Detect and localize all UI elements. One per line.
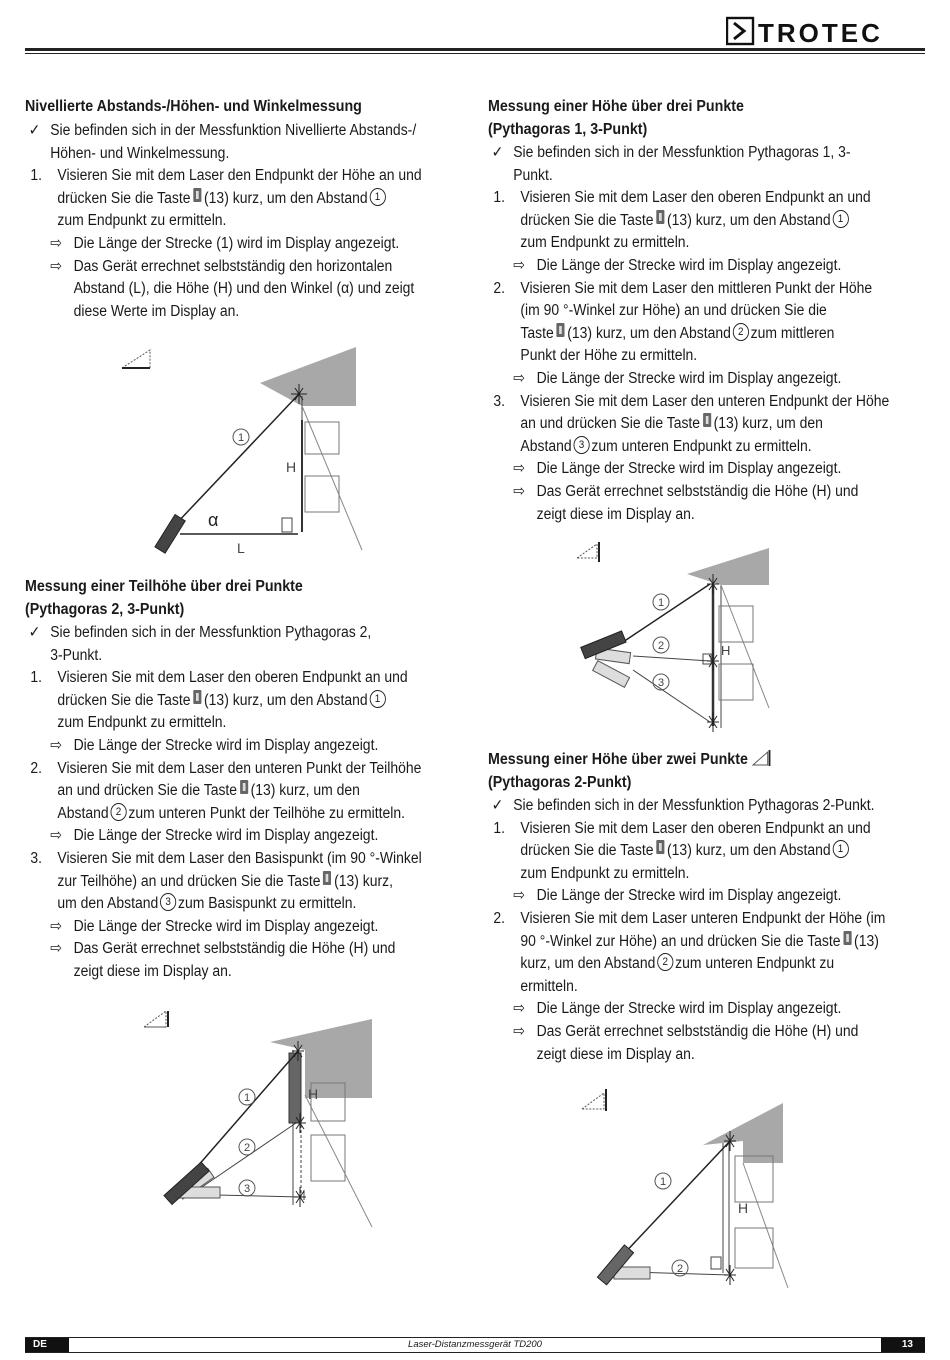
section-body-nivelliert: ✓ Sie befinden sich in der Messfunktion Nivellierte Abstands-/ Höhen- und Winkelmessung. 1. Visieren Sie mit dem Laser den Endpunkt der Höhe an und drücken Sie die Taste (13) kurz, um den Abstand 1 zum Endpunkt zu ermitteln. ⇨ Die Länge der Strecke (1) wird im Display angezeigt. ⇨ Das Gerät errechnet selbstständig den horizontalen Abstand (L), die Höhe (H) und den Winkel (α) und zeigt diese Werte im Display an. bbox=[25, 120, 475, 323]
diagram-nivelliert bbox=[120, 340, 370, 560]
svg-text:2: 2 bbox=[243, 1142, 251, 1154]
arrow-icon: ⇨ bbox=[513, 1022, 525, 1040]
measure-key-icon bbox=[656, 840, 664, 854]
svg-text:H: H bbox=[738, 1200, 749, 1216]
arrow-icon: ⇨ bbox=[50, 827, 62, 845]
mode-icon-triangle bbox=[144, 1011, 168, 1027]
section-title-teilhoehe: Messung einer Teilhöhe über drei Punkte (Pythagoras 2, 3-Punkt) bbox=[25, 578, 303, 618]
footer-language: DE bbox=[25, 1338, 69, 1352]
mode-icon-triangle bbox=[122, 350, 150, 368]
circled-number: 2 bbox=[110, 803, 126, 821]
circled-number: 1 bbox=[369, 690, 385, 708]
check-icon: ✓ bbox=[491, 797, 504, 814]
measure-key-icon bbox=[703, 413, 711, 427]
arrow-icon: ⇨ bbox=[50, 234, 62, 252]
mode-icon-triangle bbox=[582, 1089, 606, 1111]
circled-number: 1 bbox=[369, 188, 385, 206]
svg-text:3: 3 bbox=[657, 677, 665, 689]
roof-shape bbox=[270, 1019, 372, 1098]
svg-text:α: α bbox=[208, 510, 219, 530]
svg-text:TROTEC: TROTEC bbox=[758, 18, 883, 46]
arrow-icon: ⇨ bbox=[513, 460, 525, 478]
header-rule-thin bbox=[25, 53, 925, 54]
arrow-icon: ⇨ bbox=[50, 917, 62, 935]
laser-device bbox=[581, 631, 631, 687]
check-icon: ✓ bbox=[28, 624, 41, 641]
roof-shape bbox=[687, 548, 769, 585]
circled-number: 2 bbox=[657, 953, 673, 971]
measure-key-icon bbox=[656, 210, 664, 224]
svg-text:1: 1 bbox=[657, 597, 665, 609]
laser-device bbox=[597, 1245, 650, 1285]
section-body-teilhoehe: ✓ Sie befinden sich in der Messfunktion Pythagoras 2, 3-Punkt. 1. Visieren Sie mit dem Laser den oberen Endpunkt an und drücken Sie die Taste (13) kurz, um den Abstand 1 zum Endpunkt zu ermitteln. ⇨ Die Länge der Strecke wird im Display angezeigt. 2. Visieren Sie mit dem Laser den unteren Punkt der Teilhöhe an und drücken Sie die Taste (13) kurz, um den Abstand 2 zum unteren Punkt der Teilhöhe zu ermitteln. ⇨ Die Länge der Strecke wird im Display angezeigt. 3. Visieren Sie mit dem Laser den Basispunkt (im 90 °-Winkel zur Teilhöhe) an und drücken Sie die Taste (13) kurz, um den Abstand 3 zum Basispunkt zu ermitteln. ⇨ Die Länge der Strecke wird im Display angezeigt. ⇨ Das Gerät errechnet selbstständig die Höhe (H) und zeigt diese im Display an. bbox=[25, 622, 475, 984]
svg-text:3: 3 bbox=[243, 1183, 251, 1195]
diagram-teilhoehe bbox=[120, 1005, 380, 1230]
svg-text:2: 2 bbox=[676, 1263, 684, 1275]
measure-key-icon bbox=[240, 780, 248, 794]
circled-number: 1 bbox=[832, 210, 848, 228]
measure-key-icon bbox=[843, 931, 851, 945]
svg-text:1: 1 bbox=[237, 432, 245, 444]
check-icon: ✓ bbox=[28, 122, 41, 139]
page-number: 13 bbox=[881, 1338, 925, 1352]
laser-line bbox=[620, 1141, 730, 1258]
measure-key-icon bbox=[323, 871, 331, 885]
section-body-pythagoras-1: ✓ Sie befinden sich in der Messfunktion Pythagoras 1, 3- Punkt. 1. Visieren Sie mit dem Laser den oberen Endpunkt an und drücken Sie die Taste (13) kurz, um den Abstand 1 zum Endpunkt zu ermitteln. ⇨ Die Länge der Strecke wird im Display angezeigt. 2. Visieren Sie mit dem Laser den mittleren Punkt der Höhe (im 90 °-Winkel zur Höhe) an und drücken Sie die Taste (13) kurz, um den Abstand 2 zum mittleren Punkt der Höhe zu ermitteln. ⇨ Die Länge der Strecke wird im Display angezeigt. 3. Visieren Sie mit dem Laser den unteren Endpunkt der Höhe an und drücken Sie die Taste (13) kurz, um den Abstand 3 zum unteren Endpunkt zu ermitteln. ⇨ Die Länge der Strecke wird im Display angezeigt. ⇨ Das Gerät errechnet selbstständig die Höhe (H) und zeigt diese im Display an. bbox=[488, 142, 938, 526]
arrow-icon: ⇨ bbox=[50, 736, 62, 754]
arrow-icon: ⇨ bbox=[50, 257, 62, 275]
diagram-pythagoras-1 bbox=[573, 538, 783, 738]
arrow-icon: ⇨ bbox=[513, 1000, 525, 1018]
trotec-logo bbox=[726, 16, 926, 46]
mode-icon-triangle bbox=[752, 749, 772, 767]
measure-key-icon bbox=[556, 323, 564, 337]
section-title-pythagoras-2: Messung einer Höhe über zwei Punkte (Pythagoras 2-Punkt) bbox=[488, 749, 902, 794]
arrow-icon: ⇨ bbox=[513, 482, 525, 500]
svg-text:2: 2 bbox=[657, 640, 665, 652]
laser-device bbox=[164, 1162, 220, 1204]
circled-number: 1 bbox=[832, 840, 848, 858]
footer bbox=[25, 1337, 925, 1353]
laser-line bbox=[623, 584, 710, 642]
svg-text:H: H bbox=[308, 1086, 319, 1102]
circled-number: 2 bbox=[733, 323, 749, 341]
measure-key-icon bbox=[193, 188, 201, 202]
svg-text:H: H bbox=[721, 643, 731, 658]
check-icon: ✓ bbox=[491, 144, 504, 161]
header-rule bbox=[25, 48, 925, 51]
svg-text:H: H bbox=[286, 459, 297, 475]
arrow-icon: ⇨ bbox=[50, 940, 62, 958]
arrow-icon: ⇨ bbox=[513, 256, 525, 274]
circled-number: 3 bbox=[573, 436, 589, 454]
svg-text:1: 1 bbox=[243, 1092, 251, 1104]
section-title-nivelliert: Nivellierte Abstands-/Höhen- und Winkelmessung bbox=[25, 98, 362, 115]
svg-text:1: 1 bbox=[659, 1176, 667, 1188]
measure-key-icon bbox=[193, 690, 201, 704]
laser-line bbox=[175, 394, 299, 525]
arrow-icon: ⇨ bbox=[513, 369, 525, 387]
section-body-pythagoras-2: ✓ Sie befinden sich in der Messfunktion Pythagoras 2-Punkt. 1. Visieren Sie mit dem Laser den oberen Endpunkt an und drücken Sie die Taste (13) kurz, um den Abstand 1 zum Endpunkt zu ermitteln. ⇨ Die Länge der Strecke wird im Display angezeigt. 2. Visieren Sie mit dem Laser unteren Endpunkt der Höhe (im 90 °-Winkel zur Höhe) an und drücken Sie die Taste (13) kurz, um den Abstand 2 zum unteren Endpunkt zu ermitteln. ⇨ Die Länge der Strecke wird im Display angezeigt. ⇨ Das Gerät errechnet selbstständig die Höhe (H) und zeigt diese im Display an. bbox=[488, 795, 938, 1066]
arrow-icon: ⇨ bbox=[513, 887, 525, 905]
roof-shape bbox=[703, 1103, 783, 1163]
footer-title: Laser-Distanzmessgerät TD200 bbox=[408, 1339, 542, 1350]
mode-icon-triangle bbox=[577, 542, 599, 562]
section-title-pythagoras-1: Messung einer Höhe über drei Punkte (Pythagoras 1, 3-Punkt) bbox=[488, 98, 744, 138]
svg-text:L: L bbox=[237, 540, 245, 556]
circled-number: 3 bbox=[160, 893, 176, 911]
laser-line bbox=[190, 1051, 298, 1175]
roof-shape bbox=[260, 347, 356, 406]
diagram-pythagoras-2 bbox=[578, 1083, 808, 1313]
